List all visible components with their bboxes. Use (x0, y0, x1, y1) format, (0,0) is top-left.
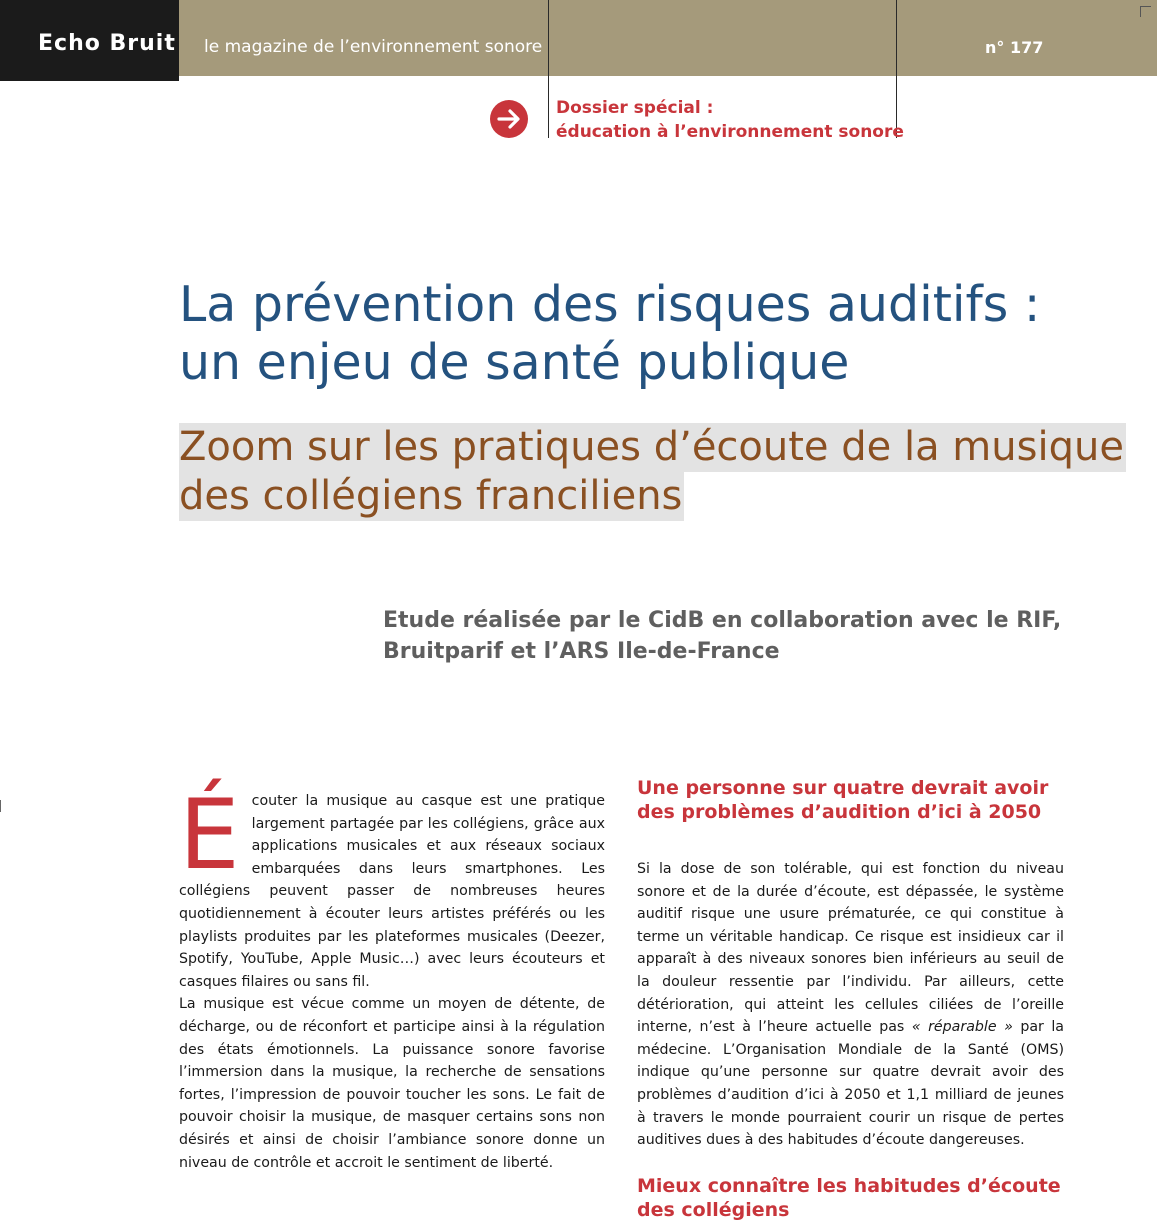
section-heading-2: Mieux connaître les habitudes d’écoute des collégiens (637, 1174, 1061, 1221)
crop-mark (1140, 6, 1151, 17)
crop-mark (0, 800, 7, 812)
drop-cap: É (179, 779, 240, 891)
section-heading-1: Une personne sur quatre devrait avoir des problèmes d’audition d’ici à 2050 (637, 777, 1049, 823)
intro-paragraph (179, 779, 605, 993)
subtitle-line-1: Zoom sur les pratiques d’écoute de la musique (179, 424, 1124, 470)
subtitle-line-2: des collégiens franciliens (179, 473, 683, 519)
dossier-label (556, 96, 904, 144)
issue-number: n° 177 (985, 38, 1044, 57)
italic-quote: « réparable » (911, 1019, 1013, 1036)
dossier-line-2: éducation à l’environnement sonore (556, 122, 904, 142)
body-paragraph: La musique est vécue comme un moyen de détente, de décharge, ou de réconfort et participe ainsi à la régulation des états émotionnels. La puissance sonore favorise l’immersion dans la musique, la recherche de sensations fortes, l’impression de pouvoir toucher les sons. Le fait de pouvoir choisir la musique, de masquer certains sons non désirés et ainsi de choisir l’ambiance sonore donne un niveau de contrôle et accroit le sentiment de liberté. (179, 996, 605, 1171)
left-column (179, 779, 605, 1174)
study-credit (383, 605, 1063, 667)
title-line-2: un enjeu de santé publique (179, 334, 850, 391)
intro-text: couter la musique au casque est une pratique largement partagée par les collégiens, grâce aux applications musicales et aux réseaux sociaux embarquées dans leurs smartphones. Les collégiens peuvent passer de nombreuses heures quotidiennement à écouter leurs artistes préférés ou les playlists produites par les plateformes musicales (Deezer, Spotify, YouTube, Apple Music…) avec leurs écouteurs et casques filaires ou sans fil. (179, 793, 605, 990)
right-column (637, 776, 1064, 1222)
title-line-1: La prévention des risques auditifs : (179, 276, 1041, 333)
paragraph-text: Si la dose de son tolérable, qui est fonction du niveau sonore et de la durée d’écoute, est dépassée, le système auditif risque une usure prématurée, ce qui constitue à terme un véritable handicap. Ce risque est insidieux car il apparaît à des niveaux sonores bien inférieurs au seuil de la douleur ressentie par l’individu. Par ailleurs, cette détérioration, qui atteint les cellules ciliées de l’oreille interne, n’est à l’heure actuelle pas (637, 861, 1064, 1036)
arrow-right-circle-icon (489, 99, 529, 139)
magazine-name: Echo Bruit (38, 31, 176, 56)
magazine-tagline: le magazine de l’environnement sonore (204, 37, 543, 57)
paragraph-text: par la médecine. L’Organisation Mondiale de la Santé (OMS) indique qu’une personne sur quatre devrait avoir des problèmes d’audition d’ici à 2050 et 1,1 milliard de jeunes à travers le monde pourraient courir un risque de pertes auditives dues à des habitudes d’écoute dangereuses. (637, 1019, 1064, 1149)
article-title (179, 276, 1040, 392)
credit-line-1: Etude réalisée par le CidB en collaboration avec le RIF, (383, 608, 1062, 633)
body-paragraph (637, 858, 1064, 1152)
column-guide-line (896, 0, 897, 76)
column-guide-line (548, 0, 549, 76)
credit-line-2: Bruitparif et l’ARS Ile-de-France (383, 639, 780, 664)
article-subtitle (179, 423, 1126, 521)
column-guide-line (548, 76, 549, 138)
dossier-line-1: Dossier spécial : (556, 98, 714, 118)
